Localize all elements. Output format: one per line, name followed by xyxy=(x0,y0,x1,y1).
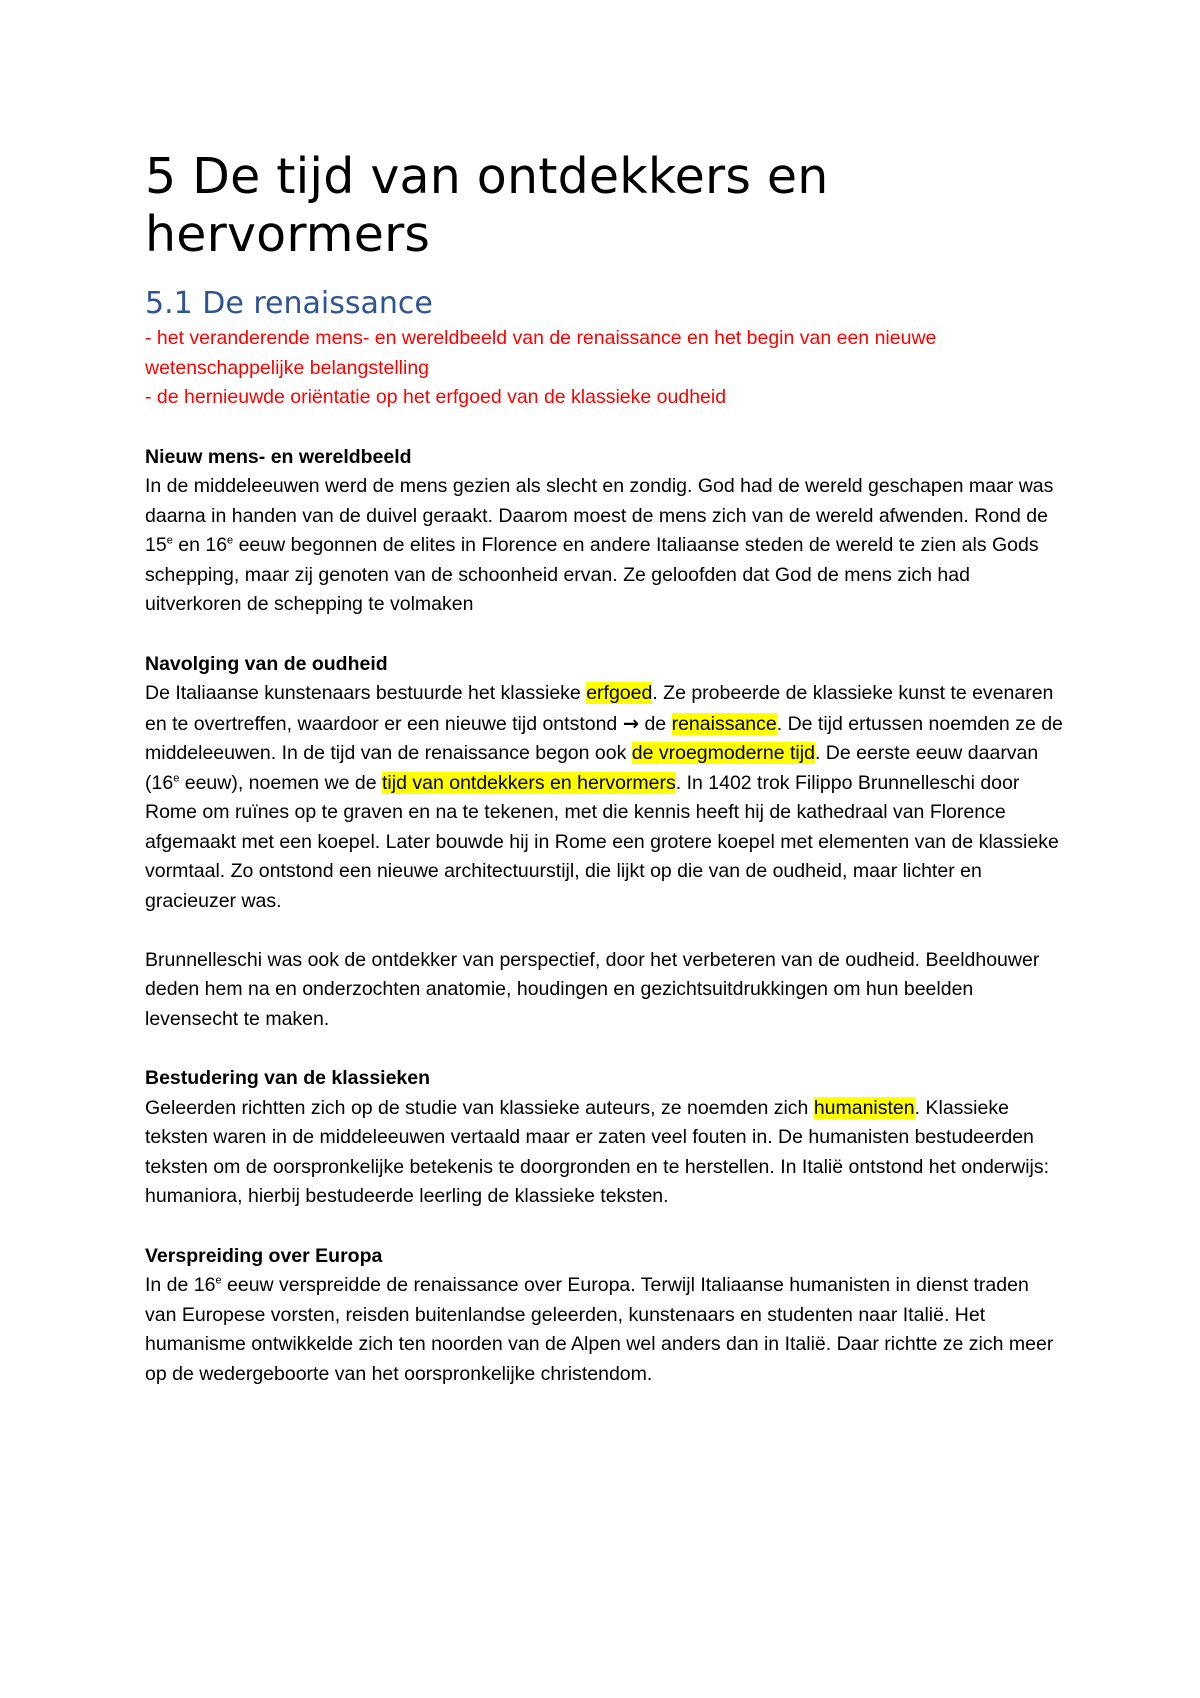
learning-objectives xyxy=(145,324,1065,413)
paragraph: In de middeleeuwen werd de mens gezien als slecht en zondig. God had de wereld geschapen maar was daarna in handen van de duivel geraakt. Daarom moest de mens zich van de wereld afwenden. Rond de 15e en 16e eeuw begonnen de elites in Florence en andere Italiaanse steden de wereld te zien als Gods schepping, maar zij genoten van de schoonheid ervan. Ze geloofden dat God de mens zich had uitverkoren de schepping te volmaken xyxy=(145,475,1054,615)
highlighted-term: humanisten xyxy=(813,1096,915,1119)
section-bestudering-klassieken xyxy=(145,1064,1065,1212)
section-heading: Nieuw mens- en wereldbeeld xyxy=(145,445,412,468)
section-title: 5.1 De renaissance xyxy=(145,286,433,321)
highlighted-term: tijd van ontdekkers en hervormers xyxy=(382,771,676,794)
paragraph: Brunnelleschi was ook de ontdekker van perspectief, door het verbeteren van de oudheid. Beeldhouwer deden hem na en onderzochten anatomie, houdingen en gezichtsuitdrukkingen om hun beelden levensecht te maken. xyxy=(145,948,1040,1030)
section-heading: Verspreiding over Europa xyxy=(145,1244,383,1267)
section-heading: Bestudering van de klassieken xyxy=(145,1067,431,1089)
document-page xyxy=(145,148,1065,1389)
objective-item: - het veranderende mens- en wereldbeeld van de renaissance en het begin van een nieuwe wetenschappelijke belangstelling xyxy=(145,327,937,379)
objective-item: - de hernieuwde oriëntatie op het erfgoed van de klassieke oudheid xyxy=(145,386,727,408)
paragraph: In de 16e eeuw verspreidde de renaissance over Europa. Terwijl Italiaanse humanisten in dienst traden van Europese vorsten, reisden buitenlandse geleerden, kunstenaars en studenten naar Italië. Het humanisme ontwikkelde zich ten noorden van de Alpen wel anders dan in Italië. Daar richtte ze zich meer op de wedergeboorte van het oorspronkelijke christendom. xyxy=(145,1274,1054,1385)
highlighted-term: erfgoed xyxy=(586,682,653,704)
document-title: 5 De tijd van ontdekkers en hervormers xyxy=(145,148,829,263)
paragraph: Geleerden richtten zich op de studie van klassieke auteurs, ze noemden zich humanisten. Klassieke teksten waren in de middeleeuwen vertaald maar er zaten veel fouten in. De humanisten bestudeerden teksten om de oorspronkelijke betekenis te doorgronden en te herstellen. In Italië ontstond het onderwijs: humaniora, hierbij bestudeerde leerling de klassieke teksten. xyxy=(145,1096,1050,1207)
section-mens-wereldbeeld xyxy=(145,443,1065,620)
right-arrow-icon: → xyxy=(622,711,640,735)
paragraph: De Italiaanse kunstenaars bestuurde het klassieke erfgoed. Ze probeerde de klassieke kunst te evenaren en te overtreffen, waardoor er een nieuwe tijd ontstond → de renaissance. De tijd ertussen noemden ze de middeleeuwen. In de tijd van de renaissance begon ook de vroegmoderne tijd. De eerste eeuw daarvan (16e eeuw), noemen we de tijd van ontdekkers en hervormers. In 1402 trok Filippo Brunnelleschi door Rome om ruïnes op te graven en na te tekenen, met die kennis heeft hij de kathedraal van Florence afgemaakt met een koepel. Later bouwde hij in Rome een grotere koepel met elementen van de klassieke vormtaal. Zo ontstond een nieuwe architectuurstijl, die lijkt op die van de oudheid, maar lichter en gracieuzer was. xyxy=(145,682,1063,912)
highlighted-term: renaissance xyxy=(671,712,777,735)
section-verspreiding-europa xyxy=(145,1242,1065,1390)
section-navolging-oudheid xyxy=(145,650,1065,1035)
section-heading: Navolging van de oudheid xyxy=(145,652,388,675)
highlighted-term: de vroegmoderne tijd xyxy=(631,742,815,764)
